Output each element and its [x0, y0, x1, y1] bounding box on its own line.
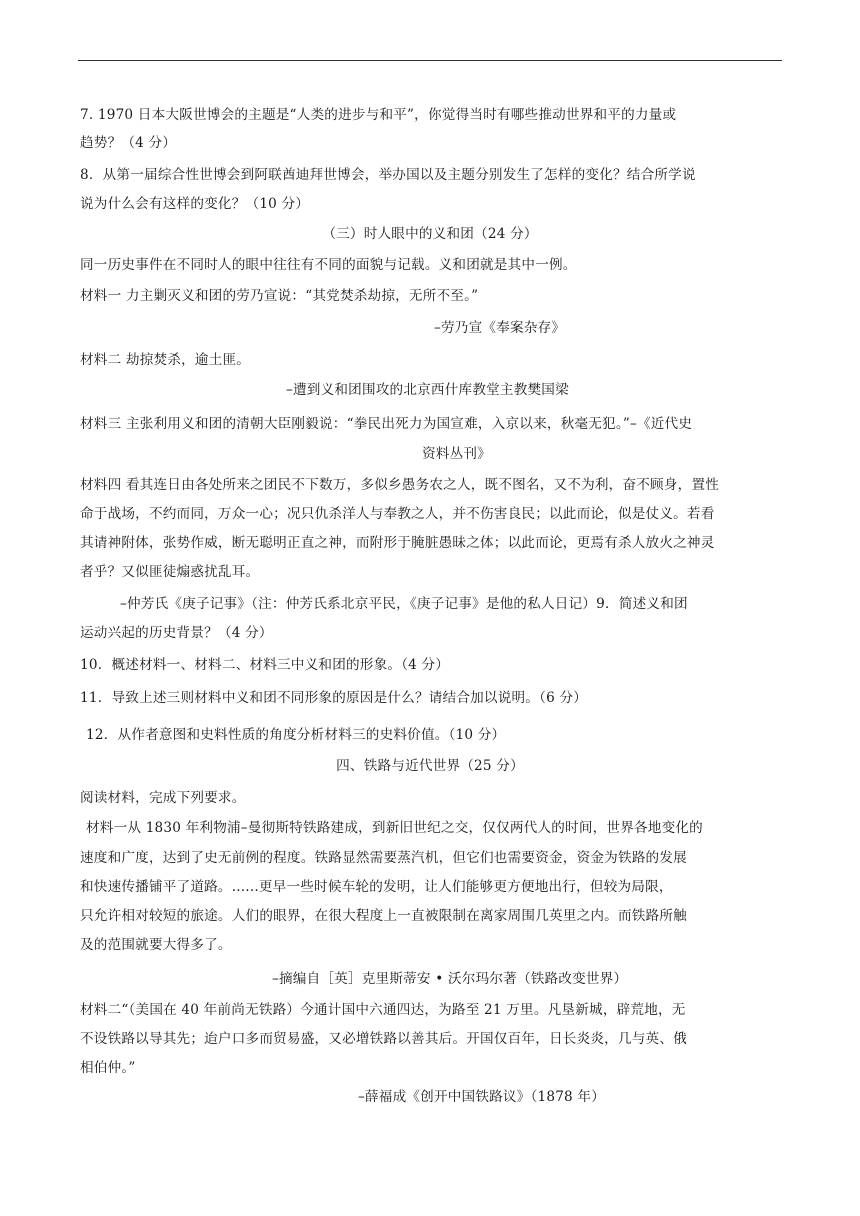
- material-4-line-1: 材料四 看其连日由各处所来之团民不下数万，多似乡愚务农之人，既不图名，又不为利，奋不顾身，置性: [80, 477, 720, 493]
- material-1: 材料一 力主剿灭义和团的劳乃宣说：“其党焚杀劫掠，无所不至。”: [80, 288, 479, 304]
- section-4-intro: 阅读材料，完成下列要求。: [80, 790, 246, 806]
- question-9-line-2: 运动兴起的历史背景？（4 分）: [80, 625, 273, 641]
- question-11: 11．导致上述三则材料中义和团不同形象的原因是什么？请结合加以说明。（6 分）: [80, 690, 588, 706]
- section-3-heading: （三）时人眼中的义和团（24 分）: [322, 226, 538, 242]
- railway-material-2-line-2: 不设铁路以导其先；迨户口多而贸易盛，又必增铁路以善其后。开国仅百年，日长炎炎，几与英、俄: [80, 1031, 687, 1047]
- railway-material-1-line-1: 材料一从 1830 年利物浦–曼彻斯特铁路建成，到新旧世纪之交，仅仅两代人的时间，世界各地变化的: [86, 820, 703, 836]
- railway-material-2-source: –薛福成《创开中国铁路议》（1878 年）: [358, 1089, 606, 1105]
- material-1-source: –劳乃宣《奉案杂存》: [434, 320, 566, 336]
- material-4-line-3: 其请神附体，张势作威，断无聪明正直之神，而附形于腌脏愚昧之体；以此而论，更焉有杀人放火之神灵: [80, 535, 715, 551]
- material-2: 材料二 劫掠焚杀，逾土匪。: [80, 352, 251, 368]
- railway-material-1-line-4: 只允许相对较短的旅途。人们的眼界，在很大程度上一直被限制在离家周围几英里之内。而铁路所触: [80, 908, 687, 924]
- material-2-source: –遭到义和团围攻的北京西什库教堂主教樊国梁: [286, 382, 569, 398]
- section-4-heading: 四、铁路与近代世界（25 分）: [336, 758, 524, 774]
- question-10: 10．概述材料一、材料二、材料三中义和团的形象。（4 分）: [80, 657, 450, 673]
- railway-material-1-line-2: 速度和广度，达到了史无前例的程度。铁路显然需要蒸汽机，但它们也需要资金，资金为铁路的发展: [80, 850, 687, 866]
- material-3-line-2: 资料丛刊》: [422, 446, 491, 462]
- material-4-source: –仲芳氏《庚子记事》（注：仲芳氏系北京平民，《庚子记事》是他的私人日记）9．简述义和团: [120, 596, 688, 612]
- question-8-line-2: 说为什么会有这样的变化？（10 分）: [80, 196, 310, 212]
- material-3-line-1: 材料三 主张利用义和团的清朝大臣刚毅说：“拳民出死力为国宣难，入京以来，秋毫无犯。”–《近代史: [80, 416, 693, 432]
- railway-material-2-line-1: 材料二“（美国在 40 年前尚无铁路）今通计国中六通四达，为路至 21 万里。凡垦新城，辟荒地，无: [80, 1002, 686, 1018]
- question-8-line-1: 8．从第一届综合性世博会到阿联酋迪拜世博会，举办国以及主题分别发生了怎样的变化？结合所学说: [80, 167, 696, 183]
- header-rule: [78, 60, 782, 61]
- material-4-line-4: 者乎？又似匪徒煽惑扰乱耳。: [80, 564, 260, 580]
- section-3-intro: 同一历史事件在不同时人的眼中往往有不同的面貌与记载。义和团就是其中一例。: [80, 257, 577, 273]
- railway-material-1-line-5: 及的范围就要大得多了。: [80, 937, 232, 953]
- question-7-line-1: 7. 1970 日本大阪世博会的主题是“人类的进步与和平”，你觉得当时有哪些推动世界和平的力量或: [80, 107, 677, 123]
- railway-material-2-line-3: 相伯仲。”: [80, 1060, 136, 1076]
- question-12: 12．从作者意图和史料性质的角度分析材料三的史料价值。（10 分）: [86, 727, 506, 743]
- railway-material-1-source: –摘编自［英］克里斯蒂安 • 沃尔玛尔著（铁路改变世界）: [272, 971, 628, 987]
- railway-material-1-line-3: 和快速传播铺平了道路。......更早一些时候车轮的发明，让人们能够更方便地出行，但较为局限，: [80, 879, 673, 895]
- material-4-line-2: 命于战场，不约而同，万众一心；况只仇杀洋人与奉教之人，并不伤害良民；以此而论，似是仗义。若看: [80, 506, 715, 522]
- question-7-line-2: 趋势？（4 分）: [80, 135, 177, 151]
